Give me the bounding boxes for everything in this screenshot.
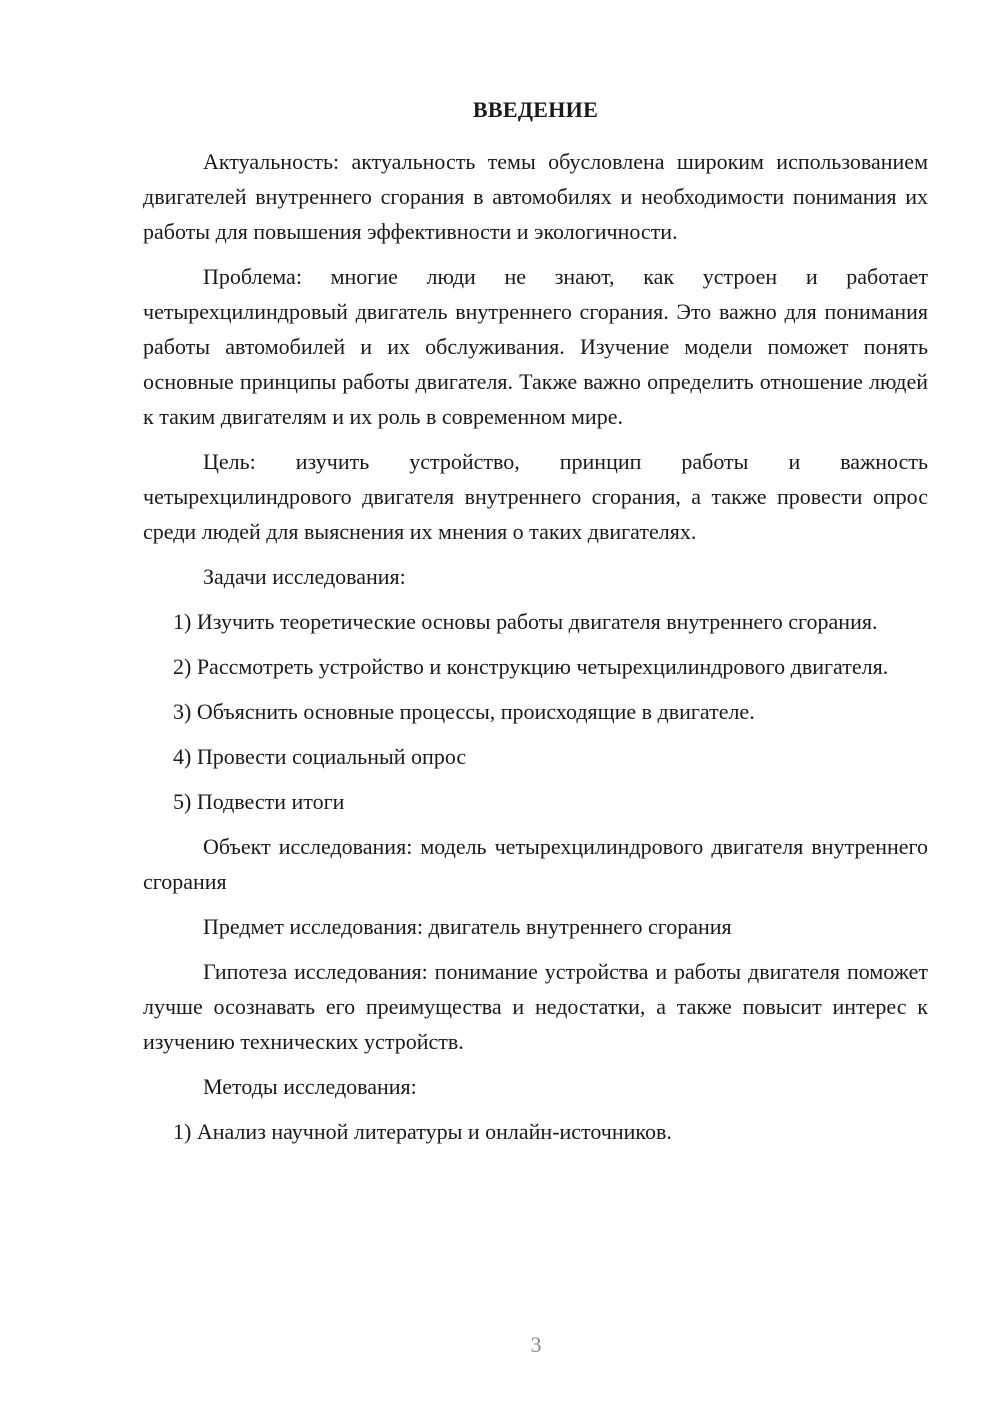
paragraph-goal: Цель: изучить устройство, принцип работы и важность четырехцилиндрового двигателя внутреннего сгорания, а также провести опрос среди людей для выяснения их мнения о таких двигателях. [143,449,928,544]
paragraph-relevance: Актуальность: актуальность темы обусловлена широким использованием двигателей внутреннего сгорания в автомобилях и необходимости понимания их работы для повышения эффективности и экологичности. [143,149,928,244]
task-item-4: 4) Провести социальный опрос [173,744,467,769]
method-item-1: 1) Анализ научной литературы и онлайн-источников. [173,1119,672,1144]
paragraph-hypothesis: Гипотеза исследования: понимание устройства и работы двигателя поможет лучше осознавать его преимущества и недостатки, а также повысит интерес к изучению технических устройств. [143,959,928,1054]
task-item-3: 3) Объяснить основные процессы, происходящие в двигателе. [173,699,755,724]
task-item-1: 1) Изучить теоретические основы работы двигателя внутреннего сгорания. [173,609,878,634]
section-title: ВВЕДЕНИЕ [472,97,599,122]
tasks-heading: Задачи исследования: [203,564,406,589]
paragraph-subject: Предмет исследования: двигатель внутреннего сгорания [203,914,732,939]
page-number: 3 [530,1332,542,1357]
paragraph-object: Объект исследования: модель четырехцилиндрового двигателя внутреннего сгорания [143,834,928,894]
methods-heading: Методы исследования: [203,1074,417,1099]
task-item-2: 2) Рассмотреть устройство и конструкцию четырехцилиндрового двигателя. [173,654,889,679]
document-page [143,94,928,1159]
paragraph-problem: Проблема: многие люди не знают, как устроен и работает четырехцилиндровый двигатель внутреннего сгорания. Это важно для понимания работы автомобилей и их обслуживания. Изучение модели поможет понять основные принципы работы двигателя. Также важно определить отношение людей к таким двигателям и их роль в современном мире. [143,264,928,429]
task-item-5: 5) Подвести итоги [173,789,345,814]
